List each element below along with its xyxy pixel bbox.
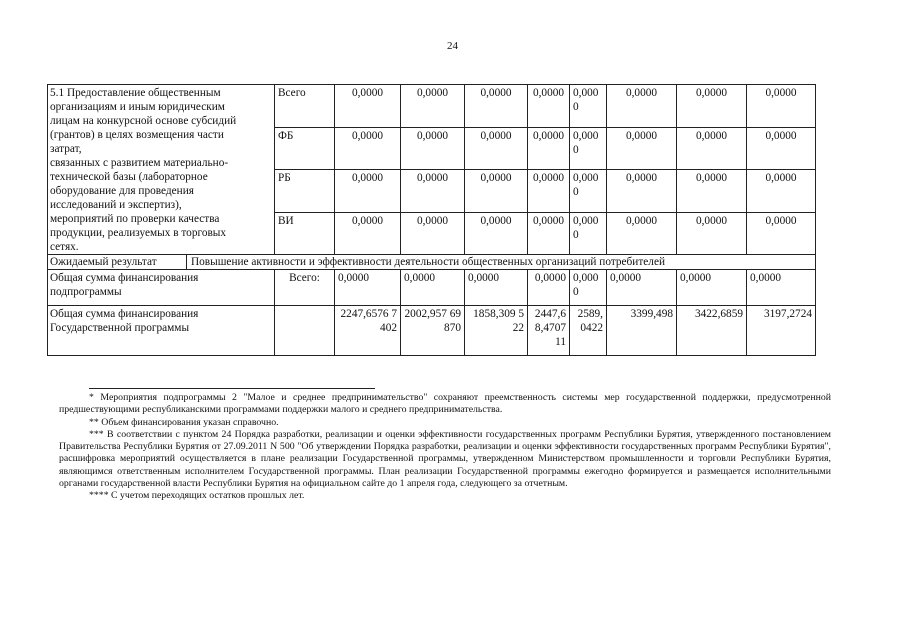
activity-description: 5.1 Предоставление общественным организациям и иным юридическим лицам на конкурсной основе субсидий (грантов) в целях возмещения части затрат, связанных с развитием материально- технической базы (лабораторное оборудование для проведения исследований и экспертиз), мероприятий по проверки качества продукции, реализуемых в торговых сетях. xyxy=(48,85,275,255)
subprogram-total-row xyxy=(48,270,816,306)
value-cell: 0,0000 xyxy=(747,127,816,170)
value-cell: 2247,6576 7402 xyxy=(335,306,401,356)
value-cell: 0,0000 xyxy=(335,170,401,213)
financing-table xyxy=(47,84,816,356)
value-cell: 0,000 0 xyxy=(570,270,607,306)
value-cell: 0,0000 xyxy=(607,170,677,213)
expected-result-label: Ожидаемый результат xyxy=(48,255,187,269)
value-cell: 3399,498 xyxy=(607,306,677,356)
footnote-4: **** С учетом переходящих остатков прошлых лет. xyxy=(89,490,305,502)
value-cell: 0,0000 xyxy=(528,212,570,255)
source-cell: Всего xyxy=(275,85,335,128)
value-cell: 0,0000 xyxy=(401,85,465,128)
value-cell: 0,000 0 xyxy=(570,127,607,170)
value-cell: 2589, 0422 xyxy=(570,306,607,356)
value-cell: 0,0000 xyxy=(528,270,570,306)
program-total-label: Общая сумма финансирования Государственной программы xyxy=(48,306,275,356)
footnote-1: * Мероприятия подпрограммы 2 "Малое и среднее предпринимательство" сохраняют преемственность системы мер государственной поддержки, предусмотренной предшествующими республиканскими программами поддержки малого и среднего предпринимательства. xyxy=(59,392,831,416)
value-cell: 0,0000 xyxy=(747,212,816,255)
expected-result-row xyxy=(48,255,816,270)
value-cell: 1858,309 522 xyxy=(465,306,528,356)
value-cell: 0,0000 xyxy=(528,170,570,213)
value-cell: 0,0000 xyxy=(747,85,816,128)
value-cell: 3422,6859 xyxy=(677,306,747,356)
value-cell: 0,0000 xyxy=(747,170,816,213)
value-cell: 0,000 0 xyxy=(570,212,607,255)
value-cell: 0,0000 xyxy=(335,212,401,255)
value-cell: 0,0000 xyxy=(677,212,747,255)
footnote-3: *** В соответствии с пунктом 24 Порядка разработки, реализации и оценки эффективности государственных программ Республики Бурятия, утвержденного постановлением Правительства Республики Бурятия от 27.09.2011 N 500 "Об утверждении Порядка разработки, реализации и оценки эффективности государственных программ Республики Бурятия", расшифровка мероприятий осуществляется в плане реализации Государственной программы, утвержденном Министерством промышленности и торговли Республики Бурятия, являющимся ответственным исполнителем Государственной программы. План реализации Государственной программы ежегодно формируется и размещается исполнительными органами государственной власти Республики Бурятия на официальном сайте до 1 апреля года, следующего за отчетным. xyxy=(59,428,831,490)
value-cell: 0,000 0 xyxy=(570,85,607,128)
value-cell: 0,0000 xyxy=(335,127,401,170)
footnote-2: ** Объем финансирования указан справочно. xyxy=(89,416,279,428)
value-cell: 0,0000 xyxy=(401,127,465,170)
expected-result-text: Повышение активности и эффективности деятельности общественных организаций потребителей xyxy=(191,256,666,268)
value-cell: 0,0000 xyxy=(677,85,747,128)
expected-result-cell xyxy=(48,255,816,270)
value-cell: 0,0000 xyxy=(677,270,747,306)
value-cell: 0,0000 xyxy=(465,127,528,170)
value-cell: 0,0000 xyxy=(335,85,401,128)
subprogram-total-label: Общая сумма финансирования подпрограммы xyxy=(48,270,275,306)
value-cell: 0,0000 xyxy=(528,85,570,128)
value-cell: 0,0000 xyxy=(607,270,677,306)
value-cell: 0,000 0 xyxy=(570,170,607,213)
footnotes xyxy=(59,392,831,503)
page-number: 24 xyxy=(447,40,458,52)
value-cell: 0,0000 xyxy=(677,127,747,170)
source-cell: ФБ xyxy=(275,127,335,170)
value-cell: 0,0000 xyxy=(747,270,816,306)
value-cell: 0,0000 xyxy=(335,270,401,306)
value-cell: 3197,2724 xyxy=(747,306,816,356)
value-cell: 0,0000 xyxy=(465,212,528,255)
value-cell: 0,0000 xyxy=(607,212,677,255)
value-cell: 0,0000 xyxy=(528,127,570,170)
value-cell: 2447,6 8,4707 11 xyxy=(528,306,570,356)
source-cell: РБ xyxy=(275,170,335,213)
footnote-divider xyxy=(89,388,375,389)
source-cell: Всего: xyxy=(275,270,335,306)
value-cell: 0,0000 xyxy=(677,170,747,213)
value-cell: 2002,957 69870 xyxy=(401,306,465,356)
program-total-row xyxy=(48,306,816,356)
value-cell: 0,0000 xyxy=(401,270,465,306)
value-cell: 0,0000 xyxy=(607,127,677,170)
table-row-vsego xyxy=(48,85,816,128)
value-cell: 0,0000 xyxy=(465,85,528,128)
source-cell xyxy=(275,306,335,356)
value-cell: 0,0000 xyxy=(465,270,528,306)
value-cell: 0,0000 xyxy=(401,212,465,255)
source-cell: ВИ xyxy=(275,212,335,255)
value-cell: 0,0000 xyxy=(465,170,528,213)
value-cell: 0,0000 xyxy=(401,170,465,213)
value-cell: 0,0000 xyxy=(607,85,677,128)
